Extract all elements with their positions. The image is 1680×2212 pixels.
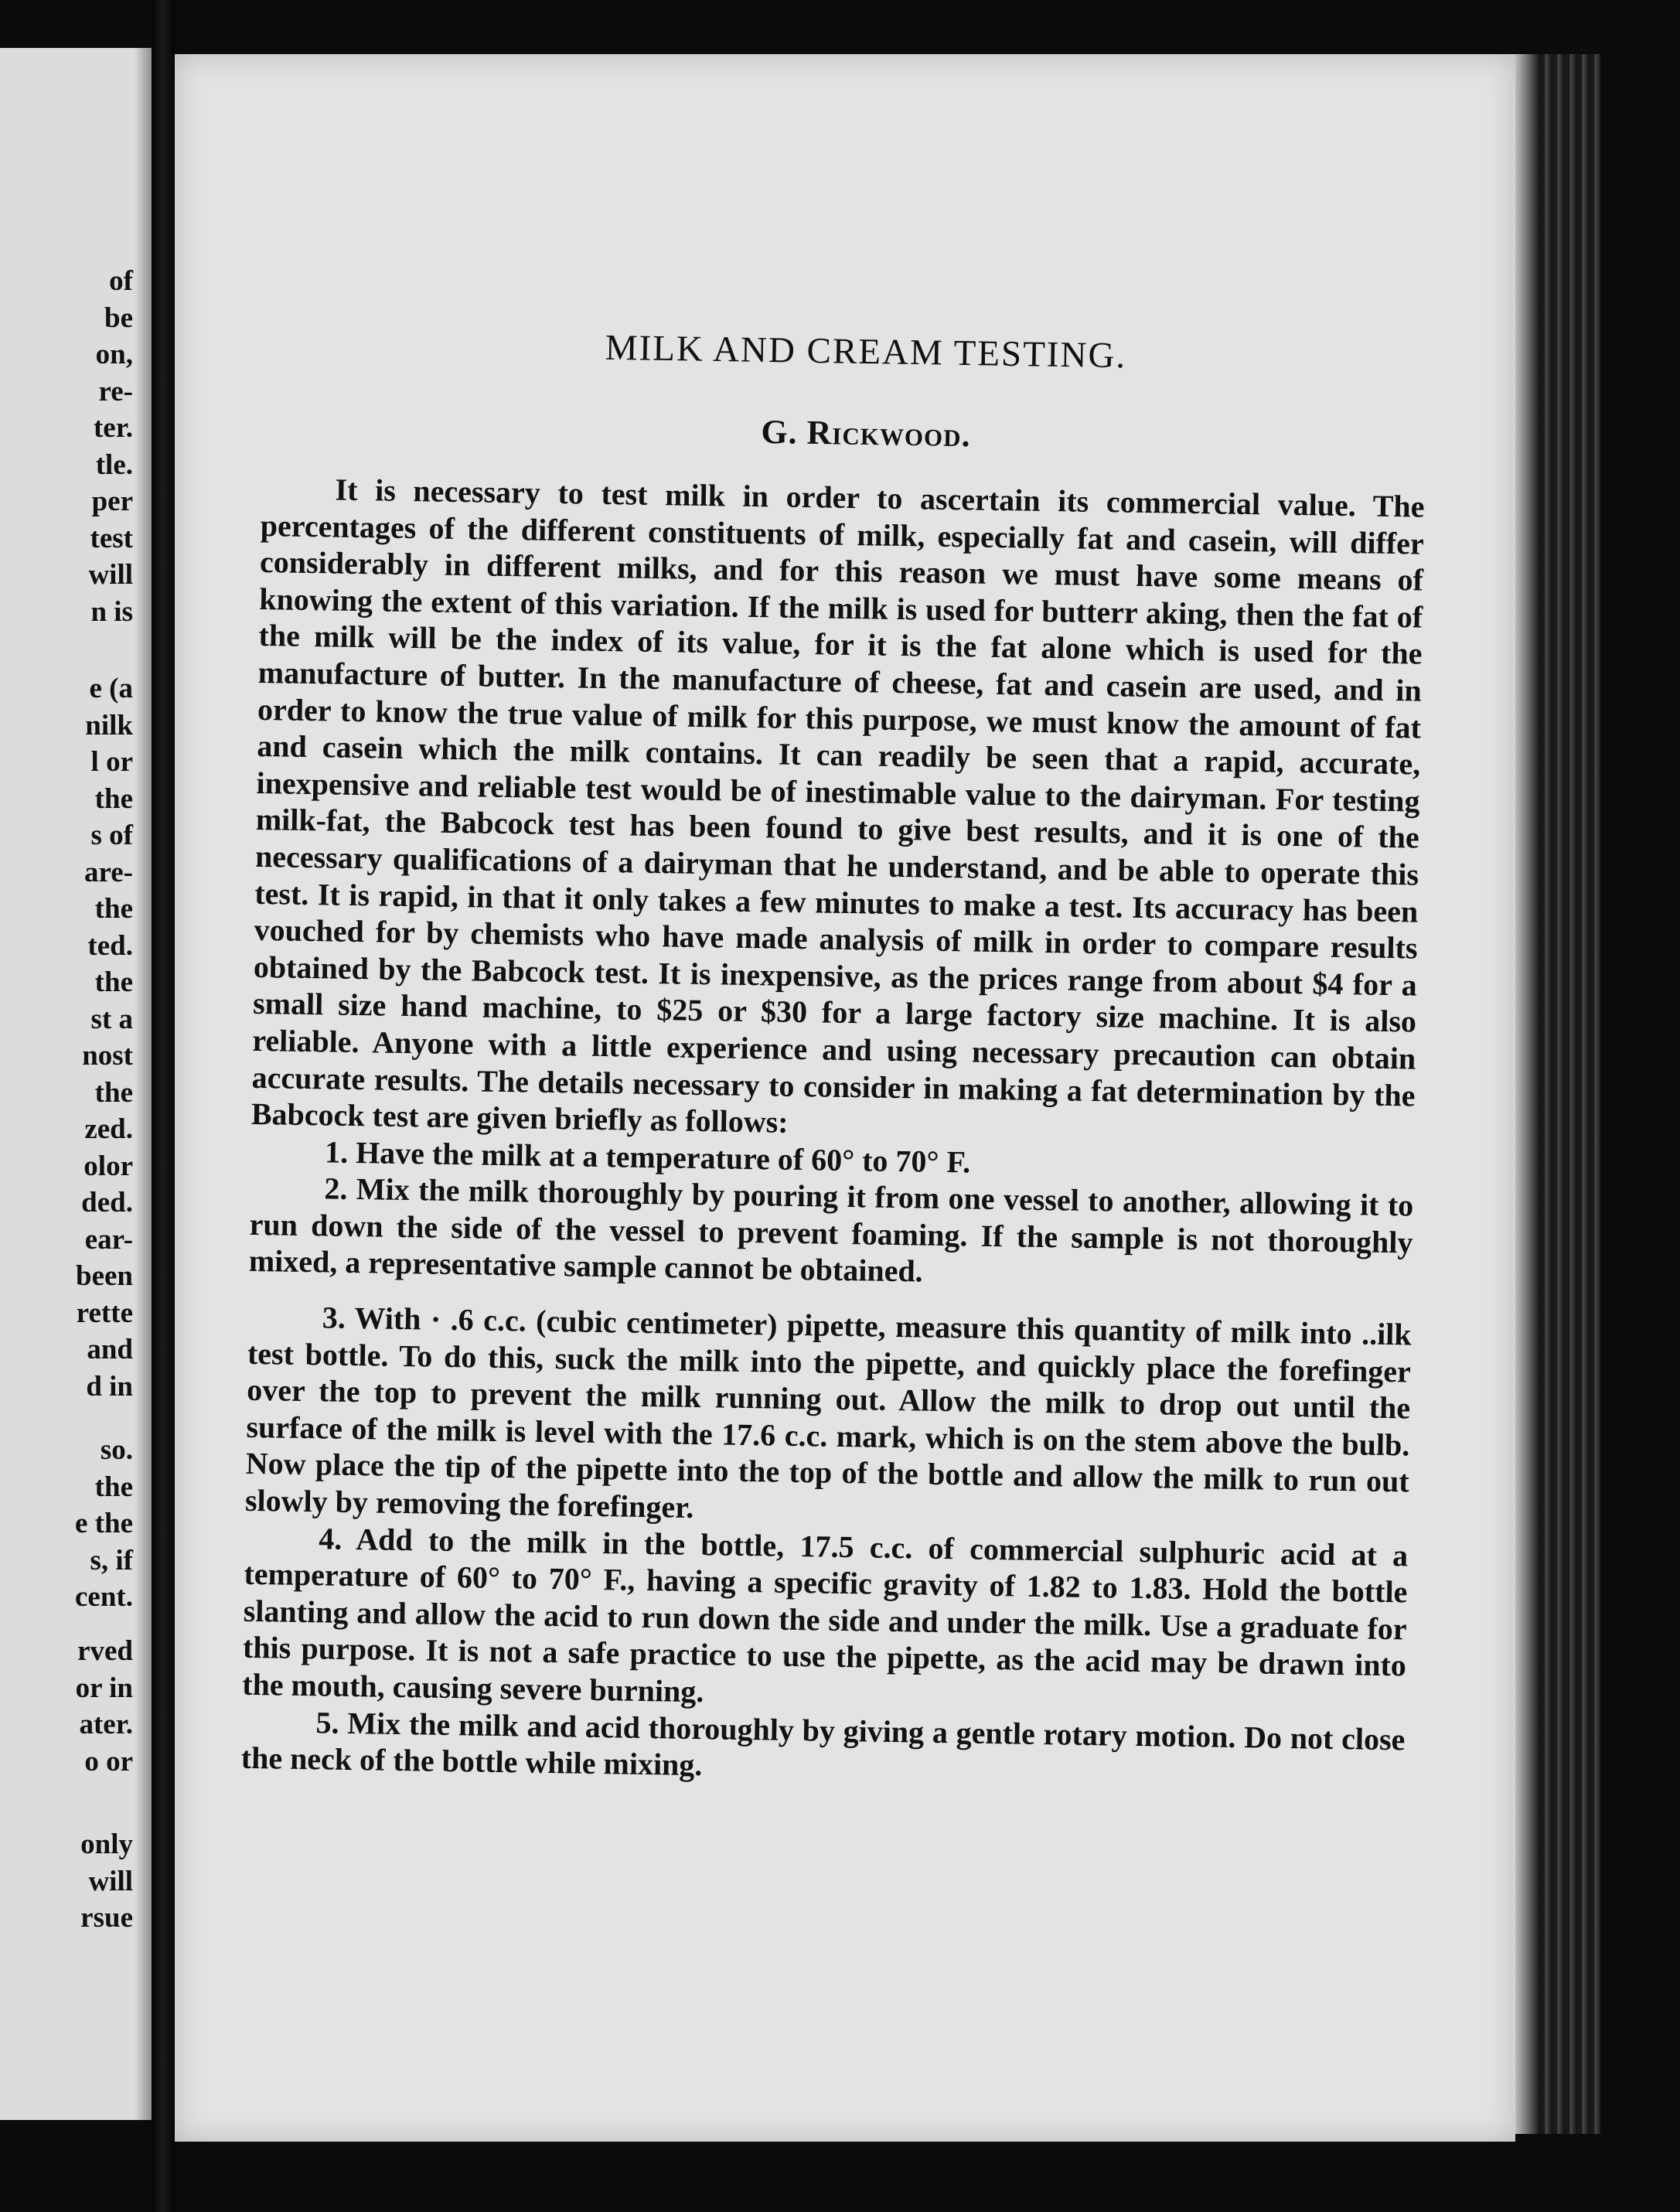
- left-page-fragment: s, if: [90, 1544, 133, 1576]
- intro-paragraph: It is necessary to test milk in order to ascertain its commercial value. The percentages of the different constituents of milk, especially fat and casein, will differ considerably in different milks, and for this reason we must have some means of knowing the extent of this variation. If the milk is used for butterr aking, then the fat of the milk will be the index of its value, for it is the fat alone which is used for the manufacture of butter. In the manufacture of cheese, fat and casein are used, and in order to know the true value of milk for this purpose, we must know the amount of fat and casein which the milk contains. It can readily be seen that a rapid, accurate, inexpensive and reliable test would be of inestimable value to the dairyman. For testing milk-fat, the Babcock test has been found to give best results, and it is one of the necessary qualifications of a dairyman that he understand, and be able to operate this test. It is rapid, in that it only takes a few minutes to make a test. Its accuracy has been vouched for by chemists who have made analysis of milk in order to compare results obtained by the Babcock test. It is inexpensive, as the prices range from about $4 for a small size hand machine, to $25 or $30 for a large factory size machine. It is also reliable. Anyone with a little experience and using necessary precaution can obtain accurate results. The details necessary to consider in making a fat determination by the Babcock test are given briefly as follows:: [250, 472, 1425, 1140]
- left-page-fragment: test: [90, 522, 133, 554]
- left-page-fragment: will: [88, 1865, 133, 1897]
- left-page-fragment: be: [104, 302, 133, 334]
- left-page-fragment: the: [94, 1471, 133, 1503]
- left-page-fragment: ter.: [93, 412, 133, 444]
- article-body: [240, 470, 1424, 1794]
- left-page-fragment: the: [94, 893, 133, 925]
- left-page-fragment: st a: [90, 1003, 133, 1035]
- left-page-fragment: and: [87, 1334, 133, 1365]
- book-gutter: [152, 0, 175, 2212]
- step-4: 4. Add to the milk in the bottle, 17.5 c.c. of commercial sulphuric acid at a temperature of 60° to 70° F., having a specific gravity of 1.82 to 1.83. Hold the bottle slanting and allow the acid to run down the side and under the milk. Use a graduate for this purpose. It is not a safe practice to use the pipette, as the acid may be drawn into the mouth, causing severe burning.: [241, 1520, 1409, 1709]
- left-page-fragments-2: [76, 670, 133, 1405]
- left-page-fragment: re-: [98, 375, 133, 407]
- left-page-fragment: rette: [76, 1297, 133, 1329]
- left-page-fragments-5: [80, 1826, 133, 1937]
- left-page-fragment: on,: [95, 339, 133, 370]
- left-page-fragment: or in: [75, 1672, 133, 1704]
- left-page-fragment: cent.: [75, 1581, 133, 1613]
- left-page-gutter-shadow: [135, 48, 152, 2120]
- article-author: G. Rickwood.: [761, 412, 971, 455]
- left-page-fragment: ear-: [84, 1223, 133, 1256]
- left-page-fragment: of: [109, 265, 133, 297]
- left-page-fragment: rved: [77, 1635, 133, 1667]
- left-page-fragments-4: [76, 1633, 133, 1780]
- left-page-fragment: e (a: [89, 673, 133, 704]
- page-edge-highlight: [1515, 54, 1537, 2134]
- left-page-fragment: l or: [90, 746, 133, 778]
- left-page-fragment: been: [76, 1260, 133, 1292]
- left-page-fragment: tle.: [95, 448, 133, 481]
- left-page-fragment: nilk: [85, 709, 133, 741]
- left-page-fragment: the: [94, 782, 133, 815]
- left-page-fragment: nost: [82, 1040, 133, 1072]
- left-page-fragment: ater.: [79, 1709, 133, 1740]
- left-page-fragment: so.: [100, 1434, 133, 1466]
- step-1: 1. Have the milk at a temperature of 60° to 70° F.: [324, 1134, 971, 1180]
- left-page-fragment: are-: [84, 856, 133, 888]
- left-page-fragment: the: [94, 966, 133, 998]
- left-facing-page: [0, 48, 152, 2120]
- left-page-fragment: the: [94, 1076, 133, 1109]
- left-page-fragment: ded.: [81, 1187, 133, 1218]
- left-page-fragment: o or: [84, 1745, 133, 1777]
- left-page-fragment: rsue: [80, 1902, 133, 1934]
- left-page-fragment: per: [91, 486, 133, 517]
- left-page-fragment: n is: [90, 595, 133, 628]
- left-page-fragments-1: [88, 263, 133, 630]
- left-page-fragment: only: [80, 1829, 133, 1860]
- left-page-fragments-3: [75, 1432, 133, 1616]
- left-page-fragment: d in: [86, 1370, 133, 1403]
- left-page-fragment: s of: [90, 820, 133, 851]
- left-page-fragment: ted.: [87, 929, 133, 962]
- left-page-fragment: will: [88, 559, 133, 591]
- left-page-fragment: zed.: [84, 1113, 133, 1145]
- article-title: MILK AND CREAM TESTING.: [605, 327, 1127, 377]
- step-2: 2. Mix the milk thoroughly by pouring it from one vessel to another, allowing it to run down the side of the vessel to prevent foaming. If the sample is not thoroughly mixed, a representative sample cannot be obtained.: [248, 1171, 1414, 1290]
- left-page-fragment: e the: [75, 1508, 133, 1539]
- step-5: 5. Mix the milk and acid thoroughly by giving a gentle rotary motion. Do not close the neck of the bottle while mixing.: [240, 1704, 1406, 1783]
- left-page-fragment: olor: [83, 1150, 133, 1182]
- step-3: 3. With · .6 c.c. (cubic centimeter) pipette, measure this quantity of milk into ..ilk test bottle. To do this, suck the milk into the pipette, and quickly place the forefinger over the top to prevent the milk running out. Allow the milk to drop out until the surface of the milk is level with the 17.6 c.c. mark, which is on the stem above the bulb. Now place the tip of the pipette into the top of the bottle and allow the milk to run out slowly by removing the forefinger.: [244, 1300, 1412, 1525]
